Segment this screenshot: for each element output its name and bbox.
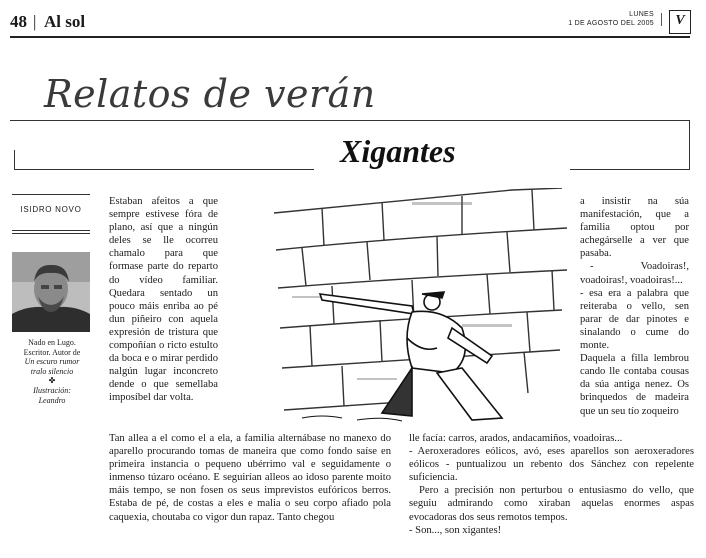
body-paragraph: - Aeroxeradores eólicos, avó, eses aparellos son aeroxeradores eólicos - puntualizou un rebento dos Sánchez con repelente suficiencia. <box>409 446 694 484</box>
title-frame-bottom-left <box>14 169 314 170</box>
body-paragraph: Daquela a filla lembrou cando lle contaba cousas da súa antiga nenez. Os brinquedos de madeira que un seu tío zoqueiro <box>580 353 689 417</box>
caption-line: Ilustración: <box>33 385 71 395</box>
illustration <box>262 188 572 428</box>
title-frame-bottom-right <box>570 169 690 170</box>
article-title: Xigantes <box>340 133 456 169</box>
byline-rule <box>12 194 90 195</box>
body-paragraph: Estaban afeitos a que sempre estivese fóra de plano, así que a ningún deles se lle ocorreu chamalo para que formase parte do reparto do vídeo familiar. Quedara sentado un pouco máis enriba ao pé dun piñeiro con aquela expresión de tristura que compoñían o ricto estulto da boca e o mirar perdido nalgún lugar inconcreto dende o que semellaba imposíbel dar volta. <box>109 196 218 404</box>
header-date-block <box>568 10 654 28</box>
body-column-1-lower <box>109 432 391 524</box>
body-paragraph: lle facía: carros, arados, andacamiños, voadoiras... <box>409 433 623 444</box>
body-paragraph: - Voadoiras!, voadoiras!, voadoiras!... <box>580 261 689 286</box>
series-kicker: Relatos de verán <box>44 72 376 116</box>
body-paragraph: Pero a precisión non perturbou o entusiasmo do vello, que seguiu admirando como xiraban aquelas enormes aspas evocadoras dos seus remotos tempos. <box>409 485 694 523</box>
body-column-2-lower <box>409 432 694 537</box>
newspaper-logo: V <box>669 10 691 34</box>
byline-rule <box>12 230 90 231</box>
byline-rule <box>12 233 90 234</box>
caption-ornament-icon: ✤ <box>48 376 56 386</box>
header-separator: | <box>33 12 37 31</box>
body-paragraph: - Son..., son xigantes! <box>409 524 502 536</box>
body-paragraph: Tan allea a el como el a ela, a familia alternábase no manexo do aparello procurando tomas de maneira que como fondo saíse en primeira instancia o pequeno ubérrimo val e seguidamente o inmenso túzaro océano. E seguirían alleos ao idoso parente moito máis tempo, se non fosen os seus imprevistos eufóricos berros. Estaba de pé, de costas a eles e malia o seu corpo afiado pola caquexia, choutaba co vigor dun rapaz. Tanto chegou <box>109 433 391 523</box>
caption-book-title: tralo silencio <box>30 366 74 376</box>
section-title: Al sol <box>44 12 86 31</box>
header-date: 1 DE AGOSTO DEL 2005 <box>568 20 654 27</box>
author-caption <box>10 338 94 405</box>
title-frame-left <box>14 150 15 170</box>
kicker-rule <box>10 120 690 121</box>
caption-line: Escritor. Autor de <box>23 347 81 357</box>
header-rule <box>10 36 690 38</box>
title-frame-right <box>689 120 690 170</box>
caption-illustrator: Leandro <box>38 395 66 405</box>
author-byline: ISIDRO NOVO <box>20 205 82 214</box>
author-photo <box>12 252 90 332</box>
body-column-3 <box>580 195 689 418</box>
body-column-1 <box>109 195 218 405</box>
header-separator-right: | <box>660 11 664 27</box>
caption-book-title: Un escuro rumor <box>24 357 80 367</box>
caption-line: Nado en Lugo. <box>28 338 76 347</box>
body-paragraph: - esa era a palabra que reiteraba o vello, sen parar de dar pinotes e sinalando o cume do monte. <box>580 287 689 352</box>
page-number: 48 <box>10 12 27 31</box>
body-paragraph: a insistir na súa manifestación, que a familia optou por achegárselle a ver que pasaba. <box>580 196 689 260</box>
header-day: LUNES <box>629 11 654 18</box>
